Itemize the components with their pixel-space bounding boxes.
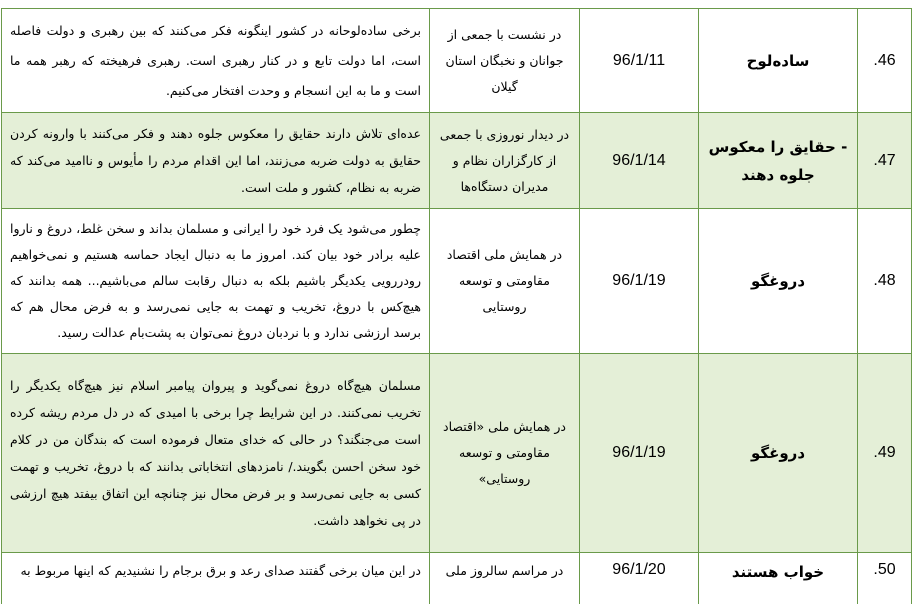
date-text: 96/1/14 — [612, 151, 666, 169]
quote-text: مسلمان هیچ‌گاه دروغ نمی‌گوید و پیروان پیامبر اسلام نیز هیچ‌گاه یکدیگر را تخریب نمی‌کنند. در این شرایط چرا برخی با امیدی که در دل مردم ریشه کرده است می‌جنگند؟ در حالی که خدای متعال فرموده است که بندگان من در کلام خود سخن احسن بگویند./ نامزدهای انتخاباتی بدانند که با دروغ، تخریب و تهمت کسی به جایی نمی‌رسد و بر فرض محال نیز چنانچه این اتفاق بیفتد هیچ ارزشی در پی نخواهد داشت. — [10, 378, 421, 528]
title-cell — [699, 209, 858, 354]
number-cell — [858, 209, 912, 354]
table-row — [2, 9, 912, 113]
title-text: دروغگو — [750, 272, 806, 290]
quote-cell — [2, 9, 430, 113]
title-text: ساده‌لوح — [746, 51, 810, 70]
date-cell — [580, 9, 699, 113]
date-cell — [580, 553, 699, 604]
row-number: .50 — [873, 561, 896, 578]
title-cell — [699, 113, 858, 209]
date-text: 96/1/11 — [612, 51, 666, 69]
number-cell — [858, 9, 912, 113]
location-cell — [430, 553, 580, 604]
date-text: 96/1/19 — [612, 444, 666, 461]
location-cell — [430, 354, 580, 553]
location-text: در همایش ملی اقتصاد مقاومتی و توسعه روستایی — [446, 247, 563, 314]
table-row — [2, 209, 912, 354]
title-text: دروغگو — [750, 444, 806, 462]
date-cell — [580, 113, 699, 209]
quote-text: چطور می‌شود یک فرد خود را ایرانی و مسلمان بداند و سخن غلط، دروغ و ناروا علیه برادر خود بیان کند. امروز ما به دنبال ایجاد حماسه هستیم و نمی‌خواهیم رودررویی یکدیگر باشیم بلکه به دنبال رقابت سالم می‌باشیم... همه بدانند که هیچ‌کس با دروغ، تخریب و تهمت به جایی نمی‌رسد و به فرض محال هم که برسد ارزشی ندارد و با نردبان دروغ نمی‌توان به پشت‌بام عدالت رسید. — [10, 221, 421, 340]
date-cell — [580, 354, 699, 553]
quote-text: در این میان برخی گفتند صدای رعد و برق برجام را نشنیدیم که اینها مربوط به — [20, 563, 421, 578]
number-cell — [858, 354, 912, 553]
quote-cell — [2, 209, 430, 354]
table-row — [2, 113, 912, 209]
title-cell — [699, 9, 858, 113]
quote-text: عده‌ای تلاش دارند حقایق را معکوس جلوه دهند و فکر می‌کنند با وارونه کردن حقایق به دولت ضربه می‌زنند، اما این اقدام مردم را مأیوس و ناامید می‌کند که ضربه به نظام، کشور و ملت است. — [10, 126, 421, 195]
date-text: 96/1/19 — [612, 272, 666, 289]
location-cell — [430, 9, 580, 113]
table-row — [2, 354, 912, 553]
title-text: - حقایق را معکوس جلوه دهند — [708, 137, 848, 184]
quote-cell — [2, 553, 430, 604]
title-cell — [699, 354, 858, 553]
number-cell — [858, 113, 912, 209]
location-cell — [430, 113, 580, 209]
quote-text: برخی ساده‌لوحانه در کشور اینگونه فکر می‌کنند که بین رهبری و دولت فاصله است، اما دولت تابع و در کنار رهبری است. رهبری فرهیخته که رهبر همه ما است و ما به این انسجام و وحدت افتخار می‌کنیم. — [10, 22, 421, 98]
row-number: .49 — [873, 444, 896, 461]
date-text: 96/1/20 — [612, 561, 666, 578]
location-text: در مراسم سالروز ملی — [445, 563, 564, 578]
row-number: .48 — [873, 272, 896, 289]
number-cell — [858, 553, 912, 604]
title-cell — [699, 553, 858, 604]
row-number: .47 — [873, 151, 896, 169]
table-row — [2, 553, 912, 604]
location-text: در همایش ملی «اقتصاد مقاومتی و توسعه روستایی» — [443, 419, 566, 486]
title-text: خواب هستند — [731, 563, 825, 581]
location-text: در نشست با جمعی از جوانان و نخبگان استان گیلان — [445, 26, 564, 94]
quote-cell — [2, 354, 430, 553]
location-text: در دیدار نوروزی با جمعی از کارگزاران نظام و مدیران دستگاه‌ها — [439, 126, 570, 194]
location-cell — [430, 209, 580, 354]
row-number: .46 — [873, 51, 896, 69]
statements-table — [1, 8, 912, 604]
quote-cell — [2, 113, 430, 209]
date-cell — [580, 209, 699, 354]
